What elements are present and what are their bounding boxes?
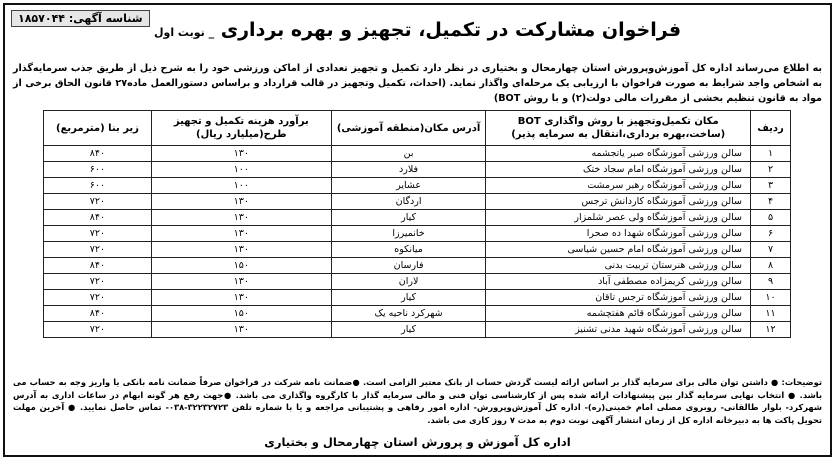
cell-cost: ۱۳۰ xyxy=(151,226,331,242)
cell-name: سالن ورزشی آموزشگاه امام سجاد ختک xyxy=(486,162,751,178)
cell-row: ۸ xyxy=(751,258,791,274)
table-row xyxy=(44,162,791,178)
cell-row: ۵ xyxy=(751,210,791,226)
cell-row: ۶ xyxy=(751,226,791,242)
cell-address: کیار xyxy=(331,290,486,306)
cell-address: فلارد xyxy=(331,162,486,178)
table-row xyxy=(44,146,791,162)
cell-row: ۲ xyxy=(751,162,791,178)
table-row xyxy=(44,242,791,258)
cell-name: سالن ورزشی آموزشگاه شهید مدنی تشنیز xyxy=(486,322,751,338)
table-row xyxy=(44,194,791,210)
cell-cost: ۱۳۰ xyxy=(151,146,331,162)
cell-address: فارسان xyxy=(331,258,486,274)
cell-address: لاران xyxy=(331,274,486,290)
cell-name: سالن ورزشی کریمزاده مصطفی آباد xyxy=(486,274,751,290)
cell-area: ۸۴۰ xyxy=(44,146,152,162)
cell-area: ۷۲۰ xyxy=(44,322,152,338)
cell-cost: ۱۵۰ xyxy=(151,258,331,274)
cell-cost: ۱۰۰ xyxy=(151,162,331,178)
cell-address: شهرکرد ناحیه یک xyxy=(331,306,486,322)
table-row xyxy=(44,258,791,274)
cell-area: ۷۲۰ xyxy=(44,242,152,258)
cell-area: ۸۴۰ xyxy=(44,258,152,274)
cell-row: ۴ xyxy=(751,194,791,210)
cell-cost: ۱۵۰ xyxy=(151,306,331,322)
cell-row: ۱۰ xyxy=(751,290,791,306)
header-area: زیر بنا (مترمربع) xyxy=(44,111,152,146)
cell-address: کیار xyxy=(331,322,486,338)
table-row xyxy=(44,306,791,322)
title-suffix: _ نوبت اول xyxy=(153,26,215,39)
cell-address: خانمیرزا xyxy=(331,226,486,242)
cell-row: ۹ xyxy=(751,274,791,290)
cell-address: بن xyxy=(331,146,486,162)
projects-table xyxy=(43,110,791,338)
cell-cost: ۱۳۰ xyxy=(151,242,331,258)
header-cost: برآورد هزینه تکمیل و تجهیز طرح(میلیارد ریال) xyxy=(151,111,331,146)
cell-cost: ۱۳۰ xyxy=(151,290,331,306)
cell-row: ۱۱ xyxy=(751,306,791,322)
cell-area: ۸۴۰ xyxy=(44,306,152,322)
cell-cost: ۱۳۰ xyxy=(151,210,331,226)
header-address: آدرس مکان(منطقه آموزشی) xyxy=(331,111,486,146)
table-row xyxy=(44,178,791,194)
cell-area: ۷۲۰ xyxy=(44,290,152,306)
cell-name: سالن ورزشی آموزشگاه امام حسین شیاسی xyxy=(486,242,751,258)
table-row xyxy=(44,274,791,290)
table-header-row xyxy=(44,111,791,146)
cell-address: اردگان xyxy=(331,194,486,210)
cell-address: کیار xyxy=(331,210,486,226)
ad-title xyxy=(5,19,830,41)
cell-area: ۸۴۰ xyxy=(44,210,152,226)
cell-cost: ۱۰۰ xyxy=(151,178,331,194)
intro-paragraph: به اطلاع می‌رساند اداره کل آموزش‌وپرورش استان چهارمحال و بختیاری در نظر دارد تکمیل و تجهیز تعدادی از اماکن ورزشی خود را به شرح ذیل از طریق جذب سرمایه‌گذار به اشخاص واجد شرایط به صورت فراخوان با ارزیابی یک مرحله‌ای واگذار نماید. (احداث، تکمیل وتجهیز در قالب قرارداد و براساس دستورالعمل ماده۲۷ قانون الحاق برخی از مواد به قانون تنظیم بخشی از مقررات مالی دولت(۲) و با روش BOT) xyxy=(13,63,822,104)
table-row xyxy=(44,226,791,242)
cell-name: سالن ورزشی آموزشگاه ولی عصر شلمزار xyxy=(486,210,751,226)
header-location-name: مکان تکمیل‌وتجهیز با روش واگذاری BOT (ساخت،بهره برداری،انتقال به سرمایه پذیر) xyxy=(486,111,751,146)
cell-area: ۷۲۰ xyxy=(44,226,152,242)
ad-id-badge: شناسه آگهی: ۱۸۵۷۰۴۴ xyxy=(11,10,150,27)
table-row xyxy=(44,322,791,338)
cell-cost: ۱۳۰ xyxy=(151,194,331,210)
table-row xyxy=(44,290,791,306)
cell-row: ۱۲ xyxy=(751,322,791,338)
cell-name: سالن ورزشی آموزشگاه قائم هفتچشمه xyxy=(486,306,751,322)
cell-area: ۶۰۰ xyxy=(44,178,152,194)
cell-row: ۱ xyxy=(751,146,791,162)
cell-name: سالن ورزشی آموزشگاه ترجس تاقان xyxy=(486,290,751,306)
notes-paragraph: توضیحات: ● داشتن توان مالی برای سرمایه گذار بر اساس ارائه لیست گردش حساب از بانک معتبر الزامی است. ●ضمانت نامه شرکت در فراخوان صرفاً ضمانت نامه بانکی یا واریز وجه به حساب می باشد. ● انتخاب نهایی سرمایه گذار بین پیشنهادات ارائه شده پس از کارشناسی توان فنی و مالی سرمایه گذار با کارگروه واگذاری می باشد. ●جهت رفع هر گونه ابهام در ساعات اداری به آدرس شهرکرد- بلوار طالقانی- روبروی مصلی امام خمینی(ره)- اداره کل آموزش‌وپرورش- اداره امور رفاهی و پشتیبانی مراجعه و یا با شماره تلفن ۳۲۲۳۲۷۲۳-۰۳۸- تماس حاصل نمایید. ● آخرین مهلت تحویل پاکت ها به دبیرخانه اداره کل از زمان انتشار آگهی نوبت دوم به مدت ۷ روز کاری می باشد. xyxy=(13,377,822,425)
table-row xyxy=(44,210,791,226)
cell-area: ۶۰۰ xyxy=(44,162,152,178)
cell-name: سالن ورزشی آموزشگاه رهبر سرمشت xyxy=(486,178,751,194)
cell-address: عشایر xyxy=(331,178,486,194)
cell-name: سالن ورزشی هنرستان تربیت بدنی xyxy=(486,258,751,274)
cell-name: سالن ورزشی آموزشگاه صبر یاتجشمه xyxy=(486,146,751,162)
title-text: فراخوان مشارکت در تکمیل، تجهیز و بهره برداری xyxy=(220,19,682,41)
cell-area: ۷۲۰ xyxy=(44,274,152,290)
issuer-signature: اداره کل آموزش و پرورش استان چهارمحال و بختیاری xyxy=(264,435,571,449)
cell-cost: ۱۳۰ xyxy=(151,274,331,290)
cell-cost: ۱۳۰ xyxy=(151,322,331,338)
advertisement-page xyxy=(3,3,832,457)
cell-name: سالن ورزشی آموزشگاه کاردانش ترجس xyxy=(486,194,751,210)
cell-area: ۷۲۰ xyxy=(44,194,152,210)
cell-name: سالن ورزشی آموزشگاه شهدا ده صحرا xyxy=(486,226,751,242)
table-body xyxy=(44,146,791,338)
cell-row: ۷ xyxy=(751,242,791,258)
cell-row: ۳ xyxy=(751,178,791,194)
cell-address: میانکوه xyxy=(331,242,486,258)
header-row-number: ردیف xyxy=(751,111,791,146)
